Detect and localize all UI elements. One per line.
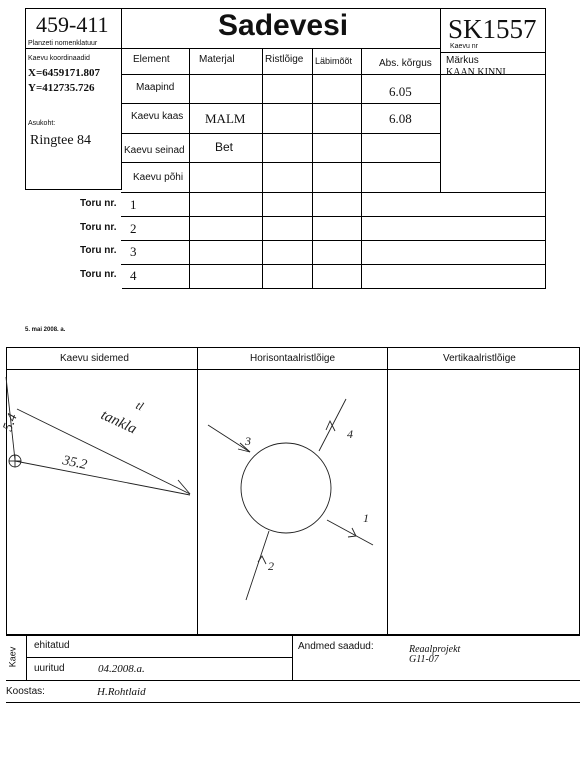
sketch-header-horizontal: Horisontaalristlõige (250, 353, 336, 364)
hand-note: 35.2 (61, 453, 89, 474)
footer-data-sep (292, 635, 293, 680)
pipe-label: Toru nr. (80, 198, 117, 209)
row-element: Kaevu kaas (131, 111, 184, 122)
built-label: ehitatud (34, 640, 70, 651)
header-abs-height: Abs. kõrgus (379, 58, 432, 69)
pipe-arrow (258, 556, 266, 564)
pipe-number: 1 (130, 197, 137, 212)
header-material: Materjal (199, 54, 235, 65)
author-value: H.Rohtlaid (97, 686, 146, 698)
header-element: Element (133, 54, 170, 65)
pipe-number: 4 (130, 268, 137, 283)
surveyed-label: uuritud (34, 663, 65, 674)
row-abs-height: 6.05 (389, 84, 412, 99)
row-material: MALM (205, 111, 246, 126)
well-id-label: Kaevu nr (450, 43, 479, 50)
coordinates-label: Kaevu koordinaadid (28, 55, 90, 62)
coordinate-y: Y=412735.726 (28, 82, 95, 94)
hand-note: tl (133, 398, 146, 414)
footer-mid-line (26, 657, 292, 658)
footer-author-line (6, 702, 580, 703)
note-value: KAAN KINNI (446, 67, 506, 78)
page-title: Sadevesi (218, 9, 349, 42)
hand-note: 5.4 (0, 411, 21, 434)
pipe-number: 3 (130, 244, 137, 259)
row-element: Maapind (136, 82, 175, 93)
plan-number: 459-411 (36, 12, 109, 37)
hand-note: tankla (98, 407, 140, 438)
data-source-value: Reaalprojekt (409, 644, 461, 655)
row-abs-height: 6.08 (389, 111, 412, 126)
pipe-number-label: 2 (268, 559, 274, 573)
row-element: Kaevu põhi (133, 172, 184, 183)
row-material: Bet (215, 140, 234, 154)
date-stamp: 5. mai 2008. a. (25, 327, 66, 333)
well-id: SK1557 (448, 14, 537, 44)
surveyed-value: 04.2008.a. (98, 663, 145, 675)
pipe-label: Toru nr. (80, 245, 117, 256)
sketch-header-vertical: Vertikaalristlõige (443, 353, 516, 364)
data-source-label: Andmed saadud: (298, 641, 374, 652)
reference-line (178, 480, 190, 494)
pipe-label: Toru nr. (80, 269, 117, 280)
reference-line (15, 461, 190, 495)
location-value: Ringtee 84 (30, 133, 92, 148)
pipe-number: 2 (130, 221, 137, 236)
data-source-code: G11-07 (409, 654, 439, 665)
sketch-header-connections: Kaevu sidemed (60, 353, 129, 364)
header-diameter: Läbimõõt (315, 56, 353, 66)
footer-top-line (6, 635, 580, 636)
row-element: Kaevu seinad (124, 145, 185, 156)
well-circle (241, 443, 331, 533)
pipe-line (208, 425, 250, 452)
location-label: Asukoht: (28, 120, 56, 127)
plan-number-label: Planzeti nomenklatuur (28, 40, 98, 47)
pipe-number-label: 3 (245, 434, 251, 448)
coordinate-x: X=6459171.807 (28, 67, 100, 79)
author-label: Koostas: (6, 686, 45, 697)
pipe-number-label: 4 (347, 427, 353, 441)
pipe-number-label: 1 (363, 511, 369, 525)
header-cross-section: Ristlõige (265, 54, 304, 65)
footer-bottom-line (6, 680, 580, 681)
pipe-label: Toru nr. (80, 222, 117, 233)
kaev-label: Kaev (7, 646, 18, 668)
header-note: Märkus (446, 55, 479, 66)
connections-drawing (6, 377, 190, 495)
pipe-line (246, 531, 269, 600)
